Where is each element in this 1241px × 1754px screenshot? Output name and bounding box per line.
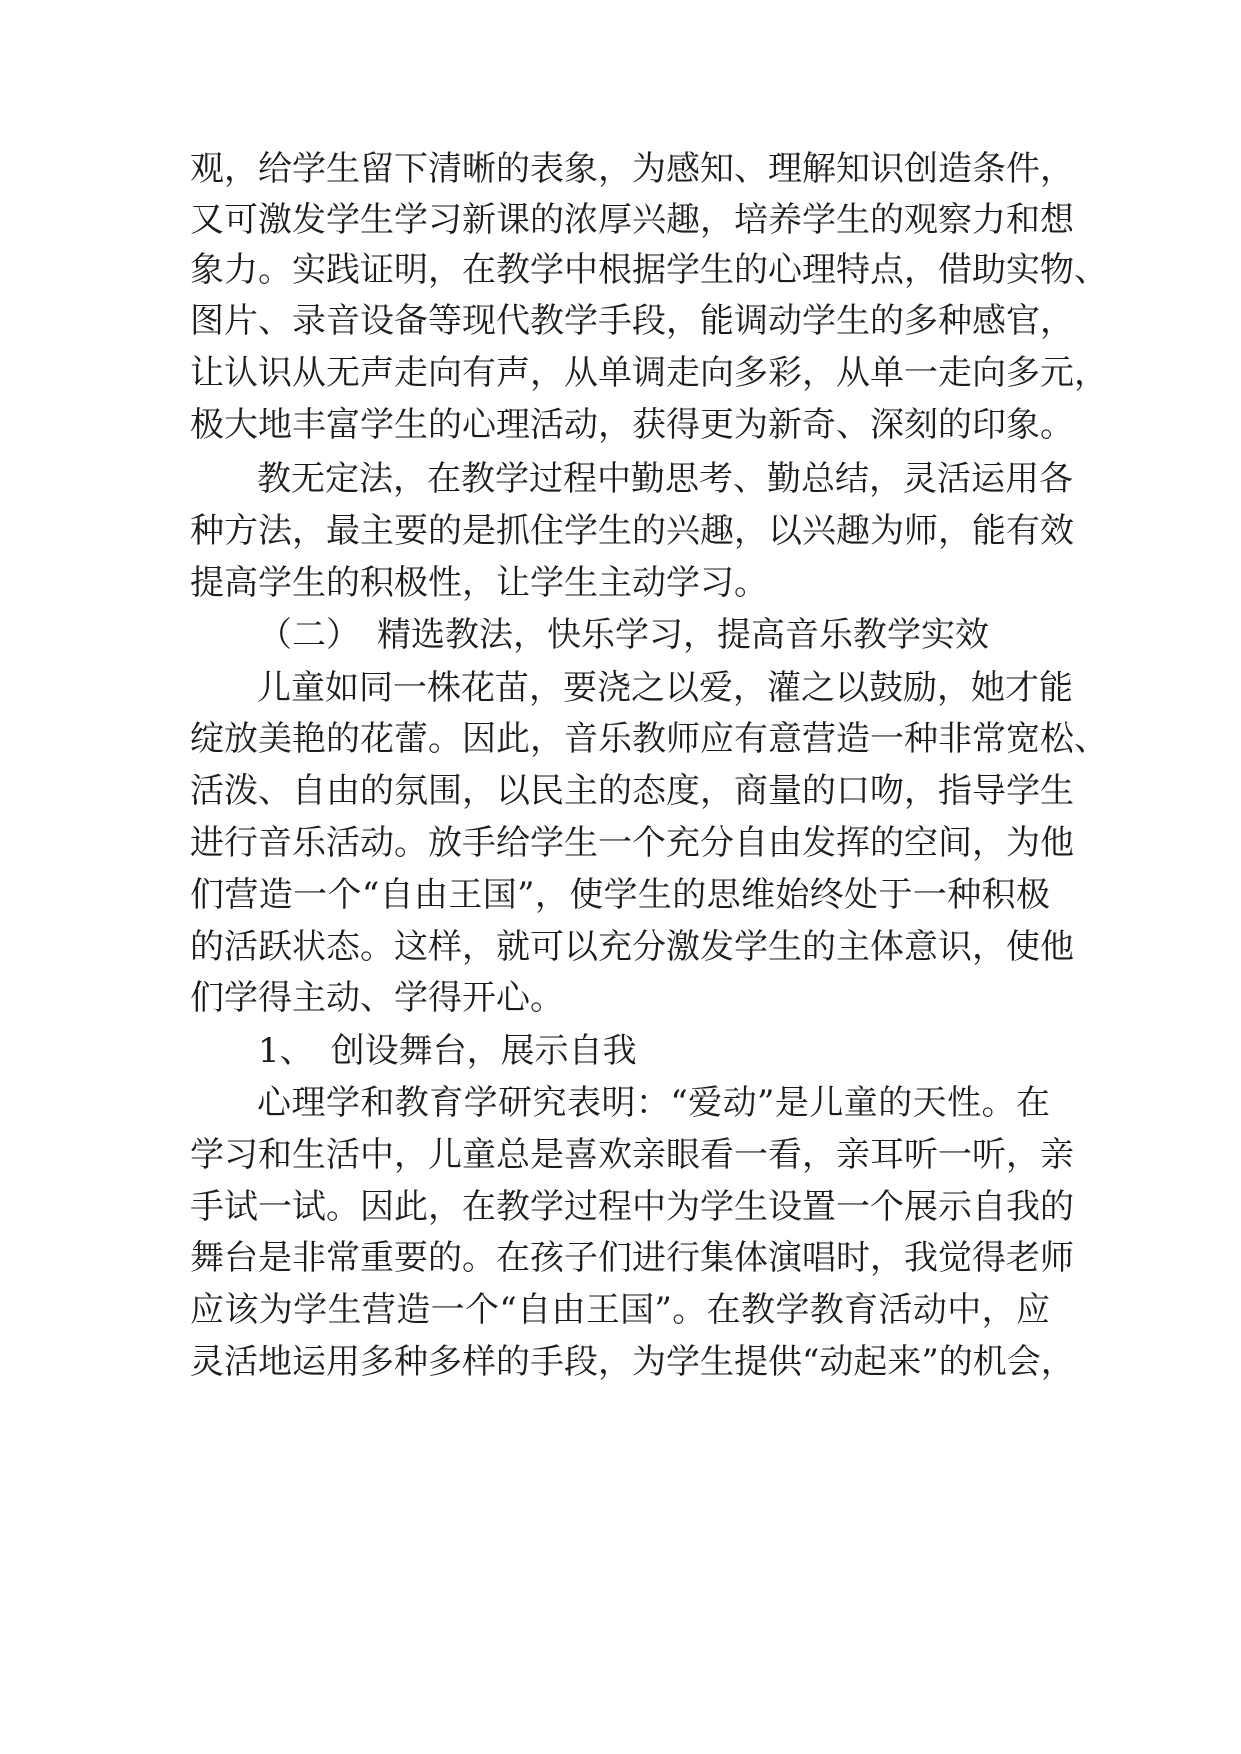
paragraph-line: 又可激发学生学习新课的浓厚兴趣，培养学生的观察力和想: [190, 200, 1074, 240]
paragraph-line: 让认识从无声走向有声，从单调走向多彩，从单一走向多元，: [190, 353, 1108, 393]
paragraph-line: 活泼、自由的氛围，以民主的态度，商量的口吻，指导学生: [190, 771, 1074, 811]
paragraph-line: 心理学和教育学研究表明：“爱动”是儿童的天性。在: [257, 1083, 1050, 1123]
paragraph-line: 舞台是非常重要的。在孩子们进行集体演唱时，我觉得老师: [190, 1238, 1074, 1278]
section-heading: （二） 精选教法，快乐学习，提高音乐教学实效: [258, 615, 989, 655]
paragraph-line: 手试一试。因此，在教学过程中为学生设置一个展示自我的: [190, 1187, 1074, 1227]
paragraph-line: 图片、录音设备等现代教学手段，能调动学生的多种感官，: [190, 301, 1074, 341]
paragraph-line: 们学得主动、学得开心。: [190, 978, 564, 1018]
paragraph-line: 学习和生活中，儿童总是喜欢亲眼看一看，亲耳听一听，亲: [190, 1135, 1074, 1175]
paragraph-line: 象力。实践证明，在教学中根据学生的心理特点，借助实物、: [190, 250, 1108, 290]
paragraph-line: 儿童如同一株花苗，要浇之以爱，灌之以鼓励，她才能: [257, 668, 1073, 708]
paragraph-line: 提高学生的积极性，让学生主动学习。: [190, 563, 768, 603]
paragraph-line: 应该为学生营造一个“自由王国”。在教学教育活动中，应: [190, 1290, 1050, 1330]
paragraph-line: 种方法，最主要的是抓住学生的兴趣，以兴趣为师，能有效: [190, 511, 1074, 551]
subsection-heading: 1、 创设舞台，展示自我: [258, 1031, 637, 1071]
paragraph-line: 教无定法，在教学过程中勤思考、勤总结，灵活运用各: [257, 459, 1073, 499]
paragraph-line: 灵活地运用多种多样的手段，为学生提供“动起来”的机会，: [190, 1342, 1075, 1382]
paragraph-line: 的活跃状态。这样，就可以充分激发学生的主体意识，使他: [190, 927, 1074, 967]
paragraph-line: 们营造一个“自由王国”，使学生的思维始终处于一种积极: [190, 875, 1050, 915]
paragraph-line: 观，给学生留下清晰的表象，为感知、理解知识创造条件，: [190, 149, 1074, 189]
paragraph-line: 极大地丰富学生的心理活动，获得更为新奇、深刻的印象。: [190, 405, 1074, 445]
paragraph-line: 进行音乐活动。放手给学生一个充分自由发挥的空间，为他: [190, 823, 1074, 863]
paragraph-line: 绽放美艳的花蕾。因此，音乐教师应有意营造一种非常宽松、: [190, 719, 1108, 759]
